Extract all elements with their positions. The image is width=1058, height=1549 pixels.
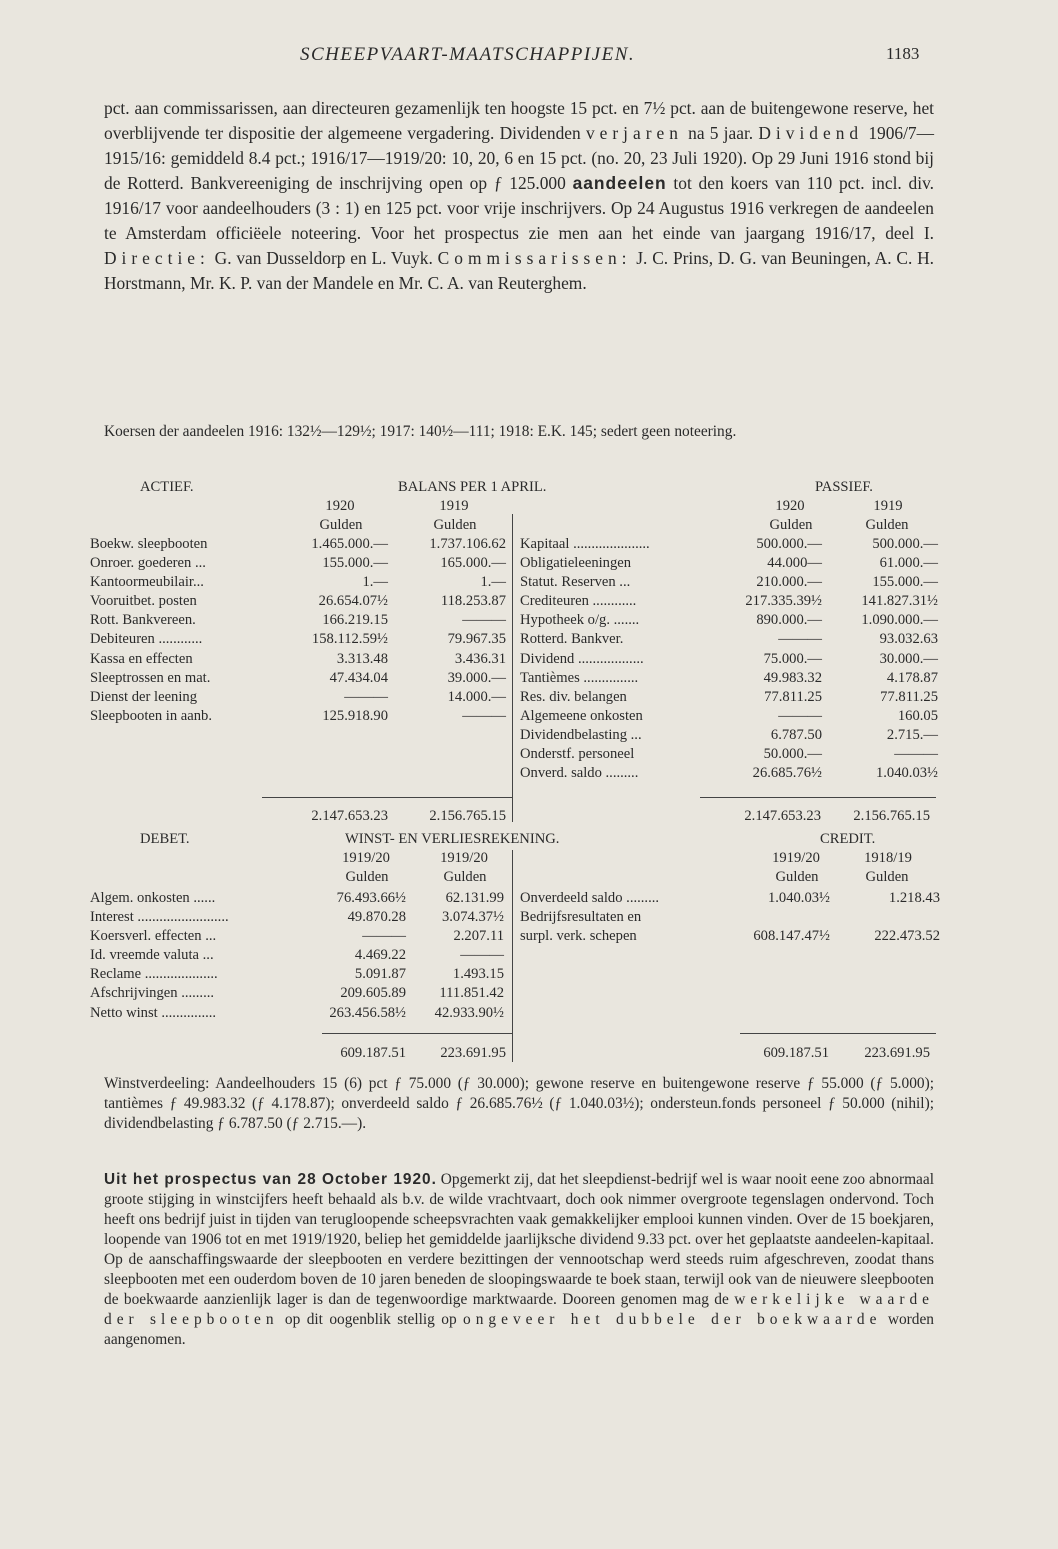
debet-label: Koersverl. effecten ... xyxy=(90,928,217,945)
actief-label: Kassa en effecten xyxy=(90,650,193,667)
actief-label: Kantoormeubilair... xyxy=(90,574,204,591)
debet-value: 42.933.90½ xyxy=(434,1004,504,1021)
debet-value: 1.493.15 xyxy=(452,966,504,983)
credit-label: Onverdeeld saldo ......... xyxy=(520,890,660,906)
credit-total-1: 609.187.51 xyxy=(763,1045,829,1061)
debet-value: 49.870.28 xyxy=(347,909,406,926)
passief-label: Hypotheek o/g. ....... xyxy=(520,612,640,629)
actief-value: 26.654.07½ xyxy=(318,593,388,610)
actief-label: Sleepbooten in aanb. xyxy=(90,707,212,724)
actief-value: ——— xyxy=(462,612,506,629)
credit-row xyxy=(520,908,940,927)
passief-label: Rotterd. Bankver. xyxy=(520,631,624,648)
year-header: 1920 xyxy=(325,498,355,514)
credit-row xyxy=(520,889,940,908)
debet-value: 4.469.22 xyxy=(354,947,406,964)
actief-value: 165.000.— xyxy=(440,555,506,572)
actief-value: 155.000.— xyxy=(322,555,388,572)
actief-value: 47.434.04 xyxy=(329,669,388,686)
passief-label: Res. div. belangen xyxy=(520,688,627,705)
passief-value: 50.000.— xyxy=(763,746,822,763)
passief-heading: PASSIEF. xyxy=(815,479,873,495)
passief-row xyxy=(520,573,940,592)
year-header: 1919 xyxy=(873,498,903,514)
passief-value: ——— xyxy=(894,746,938,763)
actief-rows xyxy=(90,535,510,726)
passief-row xyxy=(520,669,940,688)
passief-value: 77.811.25 xyxy=(764,688,822,705)
actief-total-1920: 2.147.653.23 xyxy=(311,808,388,824)
passief-value: 160.05 xyxy=(897,707,938,724)
passief-value: 30.000.— xyxy=(879,650,938,667)
column-divider xyxy=(512,514,513,822)
debet-value: 263.456.58½ xyxy=(329,1004,406,1021)
debet-label: Reclame .................... xyxy=(90,966,218,983)
passief-value: 1.040.03½ xyxy=(875,765,938,782)
debet-total-1: 609.187.51 xyxy=(340,1045,406,1061)
debet-row xyxy=(90,965,510,984)
actief-label: Dienst der leening xyxy=(90,688,197,705)
credit-total-2: 223.691.95 xyxy=(864,1045,930,1061)
passief-row xyxy=(520,630,940,649)
actief-value: 1.737.106.62 xyxy=(429,536,506,552)
year-header: 1919 xyxy=(439,498,469,514)
actief-value: 118.253.87 xyxy=(440,593,506,610)
actief-value: 158.112.59½ xyxy=(311,631,388,648)
passief-value: 26.685.76½ xyxy=(752,765,822,782)
year-header: 1919/20 xyxy=(342,850,390,866)
passief-row xyxy=(520,650,940,669)
prospectus-heading: Uit het prospectus van 28 October 1920. xyxy=(104,1171,437,1188)
passief-row xyxy=(520,611,940,630)
passief-value: 77.811.25 xyxy=(880,688,938,705)
year-header: 1918/19 xyxy=(864,850,912,866)
running-header xyxy=(0,44,1058,74)
actief-value: 166.219.15 xyxy=(322,612,388,629)
actief-heading: ACTIEF. xyxy=(140,479,194,495)
passief-label: Algemeene onkosten xyxy=(520,707,643,724)
credit-row xyxy=(520,927,940,946)
unit-header: Gulden xyxy=(443,869,487,885)
debet-label: Afschrijvingen ......... xyxy=(90,985,215,1002)
passief-value: 1.090.000.— xyxy=(861,612,938,629)
total-rule xyxy=(322,1033,512,1034)
passief-value: ——— xyxy=(778,631,822,648)
credit-rows xyxy=(520,889,940,946)
passief-rows xyxy=(520,535,940,783)
total-rule xyxy=(740,1033,936,1034)
passief-label: Kapitaal ..................... xyxy=(520,536,650,552)
debet-value: 62.131.99 xyxy=(445,890,504,906)
credit-value: 1.040.03½ xyxy=(767,890,830,906)
actief-row xyxy=(90,707,510,726)
passief-total-1919: 2.156.765.15 xyxy=(853,808,930,824)
winst-title: WINST- EN VERLIESREKENING. xyxy=(345,831,560,847)
passief-label: Crediteuren ............ xyxy=(520,593,637,610)
passief-row xyxy=(520,707,940,726)
actief-label: Boekw. sleepbooten xyxy=(90,536,208,552)
passief-label: Statut. Reserven ... xyxy=(520,574,631,591)
debet-value: 3.074.37½ xyxy=(441,909,504,926)
passief-label: Onverd. saldo ......... xyxy=(520,765,639,782)
credit-value: 222.473.52 xyxy=(874,928,940,945)
actief-label: Rott. Bankvereen. xyxy=(90,612,196,629)
credit-label: Bedrijfsresultaten en xyxy=(520,909,642,926)
passief-value: 4.178.87 xyxy=(886,669,938,686)
debet-value: 5.091.87 xyxy=(354,966,406,983)
passief-value: 44.000— xyxy=(767,555,822,572)
koersen-note: Koersen der aandeelen 1916: 132½—129½; 1917: 140½—111; 1918: E.K. 145; sedert geen noteering. xyxy=(104,423,737,440)
balans-table xyxy=(0,478,1058,828)
passief-value: 500.000.— xyxy=(756,536,822,552)
unit-header: Gulden xyxy=(345,869,389,885)
page-number: 1183 xyxy=(886,44,920,63)
passief-value: 141.827.31½ xyxy=(861,593,938,610)
actief-total-1919: 2.156.765.15 xyxy=(429,808,506,824)
actief-value: 79.967.35 xyxy=(447,631,506,648)
passief-row xyxy=(520,592,940,611)
actief-row xyxy=(90,688,510,707)
credit-label: surpl. verk. schepen xyxy=(520,928,637,945)
unit-header: Gulden xyxy=(319,517,363,533)
passief-row xyxy=(520,535,940,554)
debet-label: Id. vreemde valuta ... xyxy=(90,947,214,964)
passief-value: 6.787.50 xyxy=(770,726,822,743)
actief-row xyxy=(90,535,510,554)
passief-value: 210.000.— xyxy=(756,574,822,591)
actief-label: Debiteuren ............ xyxy=(90,631,203,648)
debet-value: 111.851.42 xyxy=(439,985,504,1002)
actief-label: Sleeptrossen en mat. xyxy=(90,669,211,686)
credit-value: 608.147.47½ xyxy=(753,928,830,945)
debet-value: 76.493.66½ xyxy=(336,890,406,906)
passief-total-1920: 2.147.653.23 xyxy=(744,808,821,824)
debet-row xyxy=(90,889,510,908)
column-divider xyxy=(512,850,513,1062)
actief-value: ——— xyxy=(344,688,388,705)
actief-value: 14.000.— xyxy=(447,688,506,705)
balans-title: BALANS PER 1 APRIL. xyxy=(398,479,547,495)
debet-row xyxy=(90,984,510,1003)
actief-row xyxy=(90,630,510,649)
year-header: 1919/20 xyxy=(772,850,820,866)
passief-value: 61.000.— xyxy=(879,555,938,572)
debet-label: Netto winst ............... xyxy=(90,1004,217,1021)
unit-header: Gulden xyxy=(433,517,477,533)
unit-header: Gulden xyxy=(775,869,819,885)
passief-value: 2.715.— xyxy=(886,726,938,743)
actief-row xyxy=(90,592,510,611)
unit-header: Gulden xyxy=(769,517,813,533)
actief-row xyxy=(90,573,510,592)
actief-row xyxy=(90,554,510,573)
passief-row xyxy=(520,688,940,707)
passief-value: 49.983.32 xyxy=(763,669,822,686)
actief-label: Vooruitbet. posten xyxy=(90,593,197,610)
winstverdeeling-paragraph: Winstverdeeling: Aandeelhouders 15 (6) pct ƒ 75.000 (ƒ 30.000); gewone reserve en buitengewone reserve ƒ 55.000 (ƒ 5.000); tantièmes ƒ 49.983.32 (ƒ 4.178.87); onverdeeld saldo ƒ 26.685.76½ (ƒ 1.040.03½); ondersteun.fonds personeel ƒ 50.000 (nihil); dividendbelasting ƒ 6.787.50 (ƒ 2.715.—). xyxy=(104,1075,934,1132)
debet-value: ——— xyxy=(362,928,406,945)
debet-value: 209.605.89 xyxy=(340,985,406,1002)
passief-label: Tantièmes ............... xyxy=(520,669,639,686)
winst-verlies-table xyxy=(0,830,1058,1070)
actief-value: 125.918.90 xyxy=(322,707,388,724)
actief-value: 3.436.31 xyxy=(454,650,506,667)
debet-heading: DEBET. xyxy=(140,831,190,847)
passief-label: Onderstf. personeel xyxy=(520,746,635,763)
passief-value: 890.000.— xyxy=(756,612,822,629)
actief-row xyxy=(90,650,510,669)
passief-value: 217.335.39½ xyxy=(745,593,822,610)
actief-value: 1.465.000.— xyxy=(311,536,388,552)
unit-header: Gulden xyxy=(865,517,909,533)
actief-value: 1.— xyxy=(480,574,506,591)
total-rule xyxy=(262,797,512,798)
total-rule xyxy=(700,797,936,798)
passief-value: 500.000.— xyxy=(872,536,938,552)
passief-label: Dividendbelasting ... xyxy=(520,726,642,743)
actief-value: 3.313.48 xyxy=(336,650,388,667)
header-title: SCHEEPVAART-MAATSCHAPPIJEN. xyxy=(300,44,636,65)
year-header: 1919/20 xyxy=(440,850,488,866)
debet-row xyxy=(90,927,510,946)
actief-label: Onroer. goederen ... xyxy=(90,555,206,572)
debet-row xyxy=(90,1004,510,1023)
passief-label: Obligatieleeningen xyxy=(520,555,632,572)
passief-value: 155.000.— xyxy=(872,574,938,591)
prospectus-paragraph: Uit het prospectus van 28 October 1920. Opgemerkt zij, dat het sleepdienst-bedrijf wel is waar nooit eene zoo abnormaal groote stijging in winstcijfers heeft behaald als b.v. de wilde vrachtvaart, doch ook nimmer overgroote tegenslagen ondervond. Toch heeft ons bedrijf juist in tijden van terugloopende scheepsvrachten vaak gemakkelijker emplooi kunnen vinden. Over de 15 boekjaren, loopende van 1906 tot en met 1919/1920, beliep het gemiddelde jaarlijksche dividend 9.33 pct. over het geplaatste aandeelen-kapitaal. Op de aanschaffingswaarde der sleepbooten en verdere bezittingen der vennootschap werd steeds ruim afgeschreven, zoodat thans sleepbooten met een ouderdom boven de 10 jaren beneden de sloopingswaarde te boek staan, terwijl ook van de nieuwere sleepbooten de boekwaarde aanzienlijk lager is dan de tegenwoordige marktwaarde. Dooreen genomen mag de werkelijke waarde der sleepbooten op dit oogenblik stellig op ongeveer het dubbele der boekwaarde worden aangenomen. xyxy=(104,1171,935,1348)
actief-value: ——— xyxy=(462,707,506,724)
passief-value: 75.000.— xyxy=(763,650,822,667)
debet-value: ——— xyxy=(460,947,504,964)
passief-row xyxy=(520,554,940,573)
passief-value: 93.032.63 xyxy=(879,631,938,648)
debet-rows xyxy=(90,889,510,1023)
passief-row xyxy=(520,745,940,764)
debet-total-2: 223.691.95 xyxy=(440,1045,506,1061)
actief-value: 1.— xyxy=(362,574,388,591)
unit-header: Gulden xyxy=(865,869,909,885)
debet-value: 2.207.11 xyxy=(453,928,504,945)
passief-row xyxy=(520,726,940,745)
actief-value: 39.000.— xyxy=(447,669,506,686)
actief-row xyxy=(90,669,510,688)
passief-row xyxy=(520,764,940,783)
passief-value: ——— xyxy=(778,707,822,724)
debet-row xyxy=(90,946,510,965)
intro-paragraph: pct. aan commissarissen, aan directeuren gezamenlijk ten hoogste 15 pct. en 7½ pct. aan de buitengewone reserve, het overblijvende ter dispositie der algemeene vergadering. Dividenden verjaren na 5 jaar. Dividend 1906/7—1915/16: gemiddeld 8.4 pct.; 1916/17—1919/20: 10, 20, 6 en 15 pct. (no. 20, 23 Juli 1920). Op 29 Juni 1916 stond bij de Rotterd. Bankvereeniging de inschrijving open op ƒ 125.000 aandeelen tot den koers van 110 pct. incl. div. 1916/17 voor aandeelhouders (3 : 1) en 125 pct. voor vrije inschrijvers. Op 24 Augustus 1916 verkregen de aandeelen te Amsterdam officiëele noteering. Voor het prospectus zie men aan het einde van jaargang 1916/17, deel I. Directie: G. van Dusseldorp en L. Vuyk. Commissarissen: J. C. Prins, D. G. van Beuningen, A. C. H. Horstmann, Mr. K. P. van der Mandele en Mr. C. A. van Reuterghem. xyxy=(104,98,935,293)
debet-label: Algem. onkosten ...... xyxy=(90,890,216,906)
credit-value: 1.218.43 xyxy=(888,890,940,906)
debet-row xyxy=(90,908,510,927)
credit-heading: CREDIT. xyxy=(820,831,876,847)
actief-row xyxy=(90,611,510,630)
passief-label: Dividend .................. xyxy=(520,650,644,667)
debet-label: Interest ......................... xyxy=(90,909,229,926)
year-header: 1920 xyxy=(775,498,805,514)
